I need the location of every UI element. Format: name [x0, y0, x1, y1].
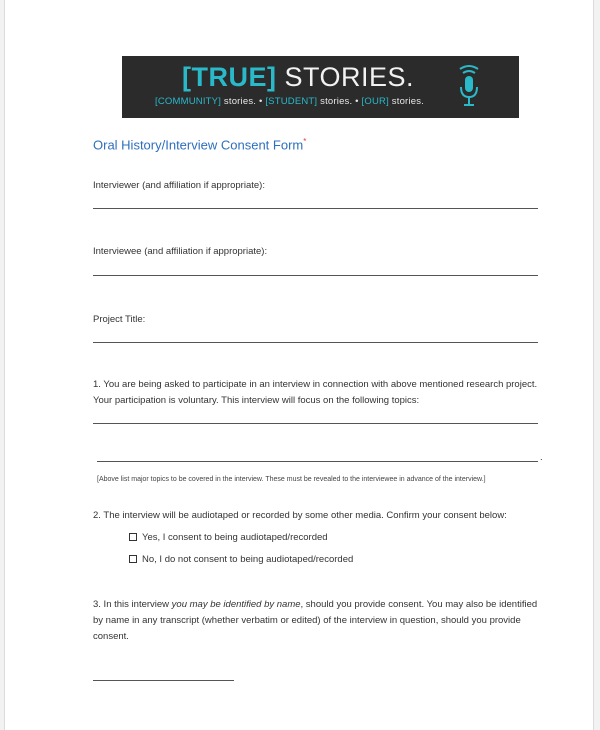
logo-true: [TRUE]	[182, 62, 277, 92]
document-page	[4, 0, 594, 730]
tagline-community: [COMMUNITY]	[155, 96, 222, 107]
topics-line-1[interactable]	[93, 423, 538, 424]
microphone-icon	[456, 64, 482, 110]
true-stories-banner	[122, 56, 519, 118]
project-title-line[interactable]	[93, 342, 538, 343]
signature-line[interactable]	[93, 680, 234, 681]
topics-line-2[interactable]	[97, 461, 538, 462]
topics-line-period: .	[540, 452, 543, 463]
form-title	[93, 137, 306, 152]
question-1-text: 1. You are being asked to participate in an interview in connection with above mentioned research project. Your participation is voluntary. This interview will focus on the following topics:	[93, 379, 538, 406]
question-3-text	[93, 597, 538, 645]
tagline-our: [OUR]	[361, 96, 389, 107]
logo-stories: STORIES.	[284, 62, 415, 92]
consent-no-checkbox[interactable]	[129, 555, 137, 563]
form-title-text: Oral History/Interview Consent Form	[93, 137, 304, 153]
interviewer-label: Interviewer (and affiliation if appropriate):	[93, 180, 265, 191]
interviewer-line[interactable]	[93, 208, 538, 209]
tagline-stories-1: stories. •	[221, 96, 266, 107]
consent-no-option[interactable]	[129, 554, 353, 565]
banner-logo-text	[182, 61, 414, 93]
interviewee-line[interactable]	[93, 275, 538, 276]
question-3-part-1: 3. In this interview	[93, 599, 172, 610]
question-3-italic: you may be identified by name	[171, 599, 301, 610]
consent-yes-label: Yes, I consent to being audiotaped/recorded	[142, 532, 328, 543]
question-2-text: 2. The interview will be audiotaped or recorded by some other media. Confirm your consent below:	[93, 510, 507, 521]
question-3-part-2: , should you provide consent. You may also be identified by name in any transcript (whether verbatim or edited) of the interview in question, should you provide consent.	[93, 599, 538, 642]
interviewee-label: Interviewee (and affiliation if appropriate):	[93, 246, 268, 257]
consent-yes-option[interactable]	[129, 532, 328, 543]
tagline-stories-3: stories.	[388, 96, 424, 107]
project-title-label: Project Title:	[93, 314, 146, 325]
consent-yes-checkbox[interactable]	[129, 533, 137, 541]
consent-no-label: No, I do not consent to being audiotaped/recorded	[142, 554, 354, 565]
banner-tagline	[155, 96, 424, 107]
tagline-student: [STUDENT]	[265, 96, 318, 107]
footnote-mark: *	[303, 137, 307, 146]
topics-instruction-note: [Above list major topics to be covered in the interview. These must be revealed to the interviewee in advance of the interview.]	[97, 476, 486, 483]
tagline-stories-2: stories. •	[317, 96, 362, 107]
